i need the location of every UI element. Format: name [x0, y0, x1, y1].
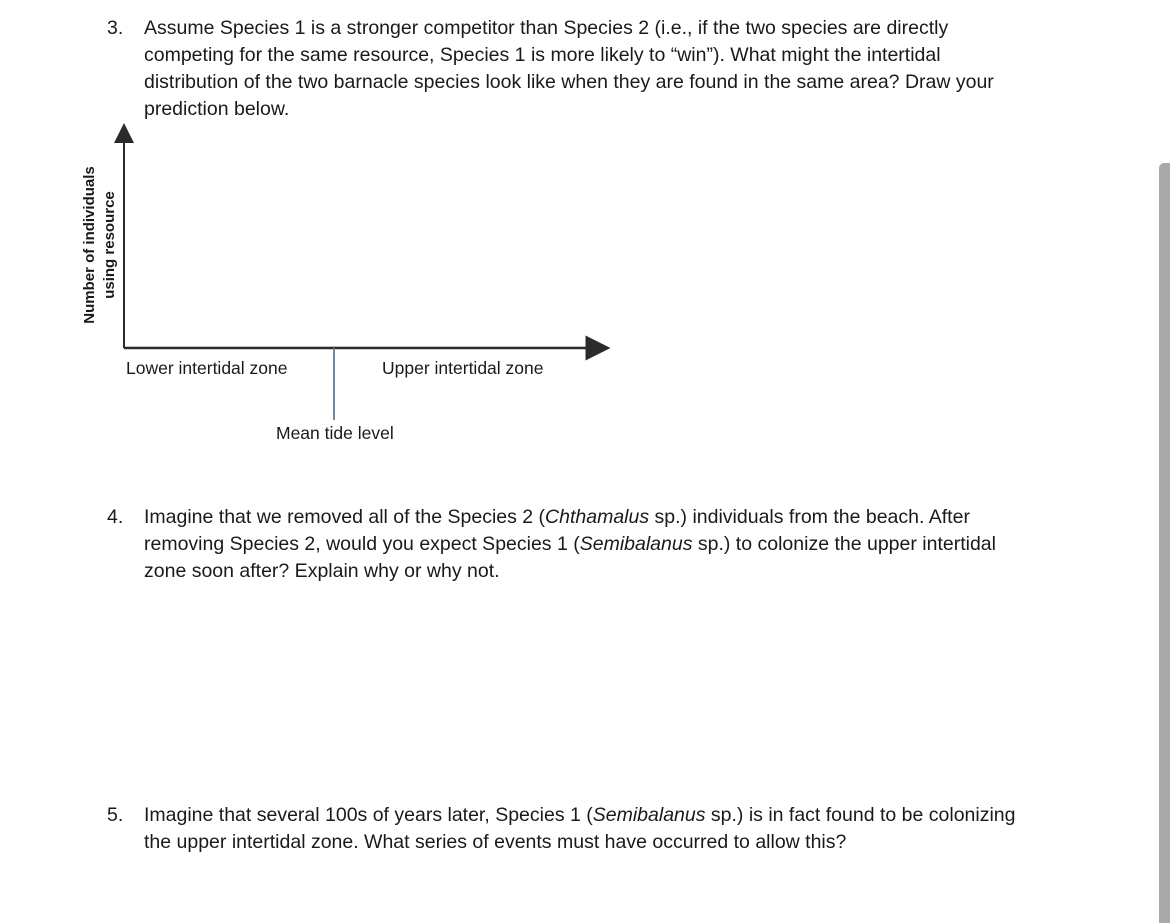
question-line [144, 802, 1016, 829]
species-name: Semibalanus [592, 804, 706, 826]
lower-zone-label: Lower intertidal zone [126, 358, 288, 378]
question-number: 5. [107, 804, 124, 826]
text-segment: Imagine that several 100s of years later, Species 1 ( [144, 804, 593, 826]
vertical-scrollbar[interactable] [1159, 163, 1170, 923]
mean-tide-label: Mean tide level [276, 423, 394, 443]
species-name: Chthamalus [545, 506, 650, 528]
question-line [144, 531, 996, 558]
y-axis-label-line1: Number of individuals [81, 166, 98, 324]
question-line: Assume Species 1 is a stronger competitor than Species 2 (i.e., if the two species are directly [144, 17, 949, 39]
question-line: the upper intertidal zone. What series of events must have occurred to allow this? [144, 831, 847, 853]
species-name: Semibalanus [579, 533, 693, 555]
question-line: distribution of the two barnacle species look like when they are found in the same area? Draw your [144, 71, 994, 93]
question-5 [107, 802, 1016, 856]
question-text [144, 802, 1016, 856]
text-segment: sp.) is in fact found to be colonizing [705, 804, 1016, 826]
question-text [144, 504, 996, 585]
question-text [144, 15, 994, 123]
question-3 [107, 15, 994, 123]
question-number: 4. [107, 506, 124, 528]
question-line: competing for the same resource, Species 1 is more likely to “win”). What might the intertidal [144, 44, 941, 66]
question-line: zone soon after? Explain why or why not. [144, 560, 500, 582]
text-segment: sp.) to colonize the upper intertidal [692, 533, 996, 555]
question-line: prediction below. [144, 98, 290, 120]
question-line [144, 504, 996, 531]
text-segment: Imagine that we removed all of the Species 2 ( [144, 506, 546, 528]
question-number: 3. [107, 17, 124, 39]
text-segment: sp.) individuals from the beach. After [649, 506, 970, 528]
y-axis-label-line2: using resource [101, 191, 118, 299]
text-segment: removing Species 2, would you expect Species 1 ( [144, 533, 580, 555]
upper-zone-label: Upper intertidal zone [382, 358, 544, 378]
question-4 [107, 504, 996, 585]
